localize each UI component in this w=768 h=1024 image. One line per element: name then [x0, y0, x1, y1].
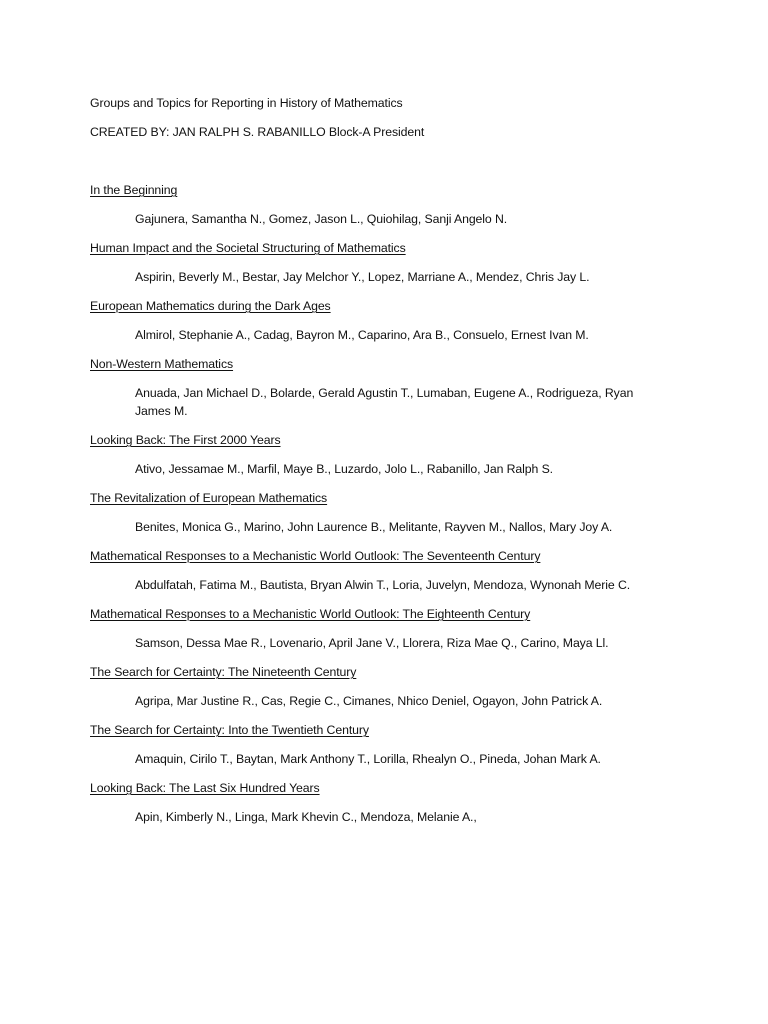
- group-item: [90, 489, 690, 536]
- group-item: [90, 547, 690, 594]
- group-topic: Mathematical Responses to a Mechanistic World Outlook: The Eighteenth Century: [90, 607, 531, 621]
- document-title: Groups and Topics for Reporting in History of Mathematics: [90, 96, 403, 110]
- group-item: [90, 663, 690, 710]
- group-members: Agripa, Mar Justine R., Cas, Regie C., Cimanes, Nhico Deniel, Ogayon, John Patrick A.: [135, 694, 603, 708]
- group-members: Aspirin, Beverly M., Bestar, Jay Melchor Y., Lopez, Marriane A., Mendez, Chris Jay L.: [135, 270, 590, 284]
- group-list: [90, 181, 690, 826]
- group-topic: European Mathematics during the Dark Ages: [90, 299, 331, 313]
- group-topic: Human Impact and the Societal Structuring of Mathematics: [90, 241, 406, 255]
- group-members: Almirol, Stephanie A., Cadag, Bayron M., Caparino, Ara B., Consuelo, Ernest Ivan M.: [135, 328, 589, 342]
- group-topic: Looking Back: The First 2000 Years: [90, 433, 281, 447]
- group-members: Samson, Dessa Mae R., Lovenario, April Jane V., Llorera, Riza Mae Q., Carino, Maya Ll.: [135, 636, 609, 650]
- group-members: Amaquin, Cirilo T., Baytan, Mark Anthony T., Lorilla, Rhealyn O., Pineda, Johan Mark A.: [135, 752, 601, 766]
- group-topic: In the Beginning: [90, 183, 178, 197]
- group-members: Benites, Monica G., Marino, John Laurence B., Melitante, Rayven M., Nallos, Mary Joy A.: [135, 520, 613, 534]
- group-topic: Looking Back: The Last Six Hundred Years: [90, 781, 320, 795]
- document-content: [90, 94, 690, 826]
- group-topic: The Search for Certainty: The Nineteenth Century: [90, 665, 357, 679]
- group-members: Gajunera, Samantha N., Gomez, Jason L., Quiohilag, Sanji Angelo N.: [135, 212, 508, 226]
- group-item: [90, 605, 690, 652]
- group-members: Anuada, Jan Michael D., Bolarde, Gerald Agustin T., Lumaban, Eugene A., Rodrigueza, Ryan James M.: [135, 386, 634, 418]
- group-item: [90, 721, 690, 768]
- group-topic: The Search for Certainty: Into the Twentieth Century: [90, 723, 369, 737]
- group-topic: Mathematical Responses to a Mechanistic World Outlook: The Seventeenth Century: [90, 549, 541, 563]
- group-members: Apin, Kimberly N., Linga, Mark Khevin C., Mendoza, Melanie A.,: [135, 810, 477, 824]
- group-topic: The Revitalization of European Mathematics: [90, 491, 328, 505]
- document-creator-line: CREATED BY: JAN RALPH S. RABANILLO Block-A President: [90, 125, 425, 139]
- group-item: [90, 779, 690, 826]
- group-item: [90, 297, 690, 344]
- group-members: Abdulfatah, Fatima M., Bautista, Bryan Alwin T., Loria, Juvelyn, Mendoza, Wynonah Merie C.: [135, 578, 631, 592]
- group-item: [90, 431, 690, 478]
- group-item: [90, 355, 690, 420]
- group-topic: Non-Western Mathematics: [90, 357, 234, 371]
- group-members: Ativo, Jessamae M., Marfil, Maye B., Luzardo, Jolo L., Rabanillo, Jan Ralph S.: [135, 462, 553, 476]
- group-item: [90, 239, 690, 286]
- group-item: [90, 181, 690, 228]
